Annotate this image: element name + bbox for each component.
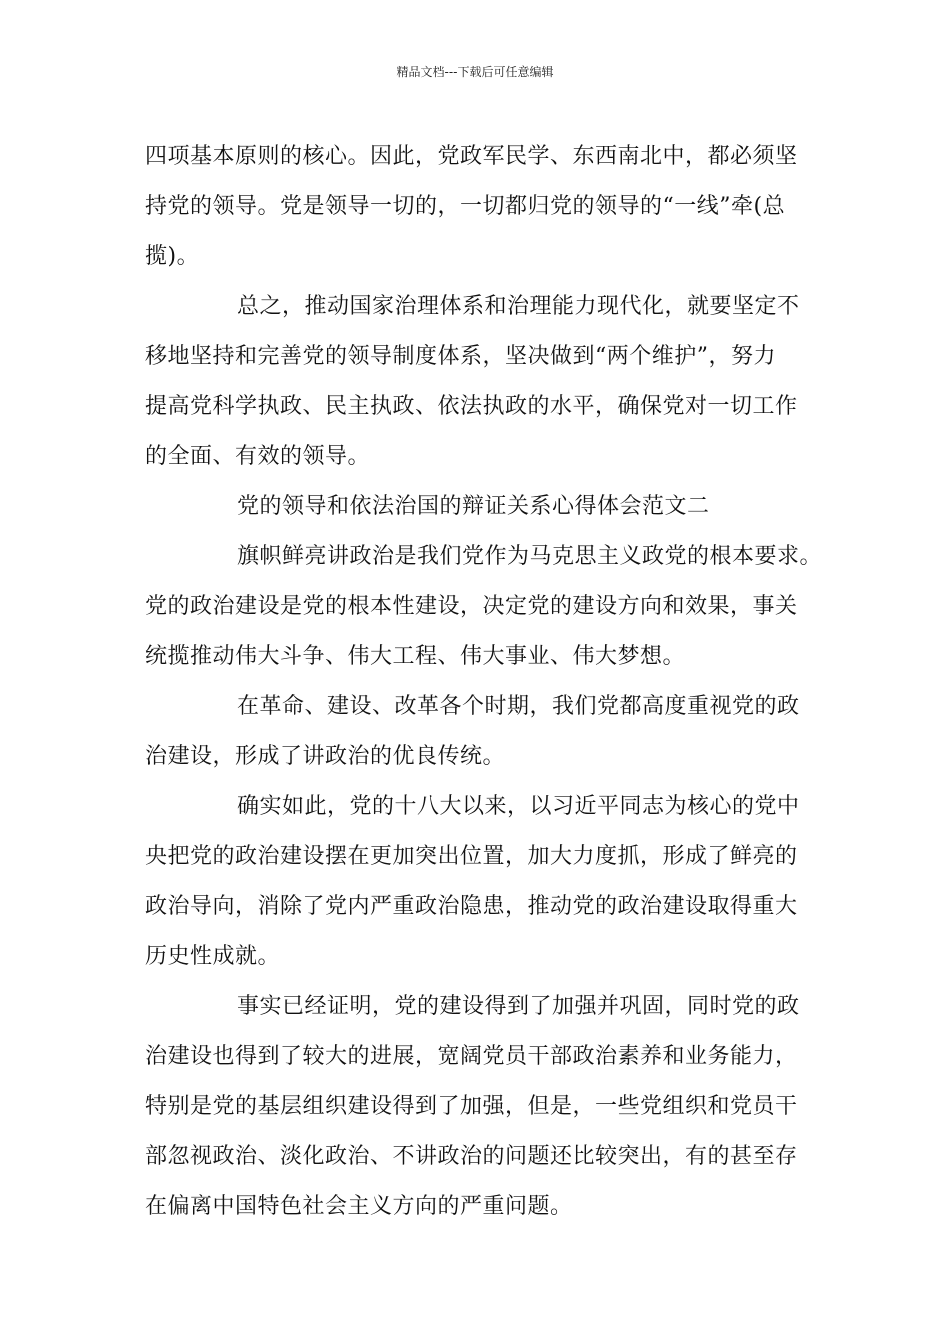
text-line: 揽)。 [145,244,200,269]
text-line: 央把党的政治建设摆在更加突出位置，加大力度抓，形成了鲜亮的 [145,844,798,869]
paragraph-first-line: 旗帜鲜亮讲政治是我们党作为马克思主义政党的根本要求。 [237,544,823,569]
text-line: 持党的领导。党是领导一切的，一切都归党的领导的“一线”牵(总 [145,194,786,219]
paragraph-first-line: 总之，推动国家治理体系和治理能力现代化，就要坚定不 [237,294,800,319]
text-line: 党的政治建设是党的根本性建设，决定党的建设方向和效果，事关 [145,594,798,619]
paragraph-first-line: 党的领导和依法治国的辩证关系心得体会范文二 [237,494,710,519]
text-line: 提高党科学执政、民主执政、依法执政的水平，确保党对一切工作 [145,394,798,419]
paragraph-first-line: 事实已经证明，党的建设得到了加强并巩固，同时党的政 [237,994,800,1019]
text-line: 部忽视政治、淡化政治、不讲政治的问题还比较突出，有的甚至存 [145,1144,798,1169]
text-line: 的全面、有效的领导。 [145,444,371,469]
text-line: 在偏离中国特色社会主义方向的严重问题。 [145,1194,573,1219]
text-line: 四项基本原则的核心。因此，党政军民学、东西南北中，都必须坚 [145,144,798,169]
text-line: 治建设，形成了讲政治的优良传统。 [145,744,506,769]
page-header: 精品文档---下载后可任意编辑 [396,65,554,79]
paragraph-first-line: 确实如此，党的十八大以来，以习近平同志为核心的党中 [237,794,800,819]
text-line: 治建设也得到了较大的进展，宽阔党员干部政治素养和业务能力， [145,1044,798,1069]
paragraph-first-line: 在革命、建设、改革各个时期，我们党都高度重视党的政 [237,694,800,719]
text-line: 移地坚持和完善党的领导制度体系，坚决做到“两个维护”，努力 [145,344,776,369]
document-body [145,132,825,1232]
text-line: 政治导向，消除了党内严重政治隐患，推动党的政治建设取得重大 [145,894,798,919]
text-line: 历史性成就。 [145,944,281,969]
text-line: 特别是党的基层组织建设得到了加强，但是，一些党组织和党员干 [145,1094,798,1119]
text-line: 统揽推动伟大斗争、伟大工程、伟大事业、伟大梦想。 [145,644,686,669]
